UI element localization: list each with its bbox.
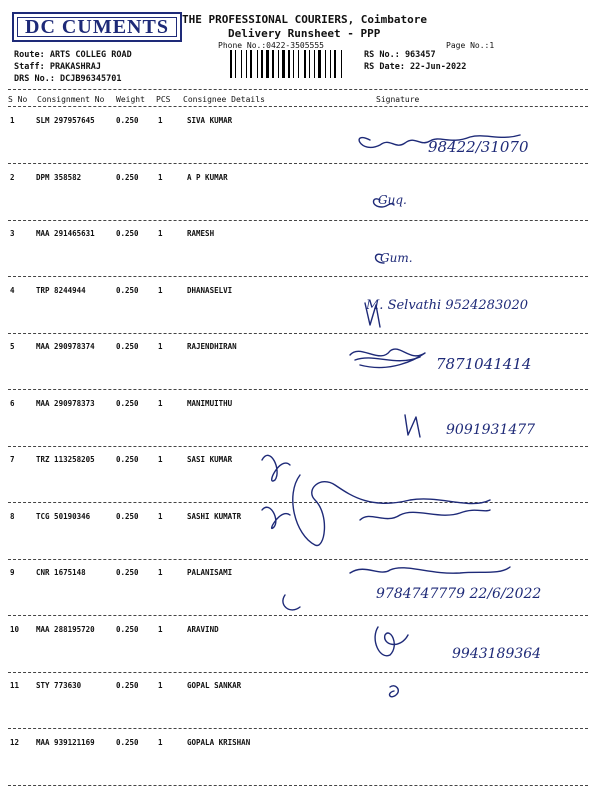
barcode-bar: [272, 50, 274, 78]
barcode-bar: [282, 50, 285, 78]
row-consignee: SASHI KUMATR: [187, 512, 242, 521]
barcode-bar: [343, 50, 344, 78]
row-sno: 9: [10, 568, 15, 577]
row-sno: 11: [10, 681, 20, 690]
row-consignment: TRZ 113258205: [36, 455, 95, 464]
barcode-bar: [295, 50, 297, 78]
row-consignee: RAMESH: [187, 229, 215, 238]
row-pcs: 1: [158, 399, 163, 408]
row-pcs: 1: [158, 681, 163, 690]
signature-text-row10: 9943189364: [452, 646, 542, 662]
barcode-bar: [241, 50, 242, 78]
row-consignee: GOPAL SANKAR: [187, 681, 242, 690]
row-consignee: A P KUMAR: [187, 173, 228, 182]
row-consignee: RAJENDHIRAN: [187, 342, 237, 351]
barcode-bar: [235, 50, 236, 78]
barcode-bar: [261, 50, 263, 78]
row-divider: [8, 728, 588, 729]
phone-number: Phone No.:0422-3505555: [218, 41, 324, 50]
row-sno: 10: [10, 625, 20, 634]
row-sno: 5: [10, 342, 15, 351]
col-weight: Weight: [116, 95, 145, 104]
row-weight: 0.250: [116, 681, 139, 690]
row-consignment: TRP 8244944: [36, 286, 86, 295]
barcode-bar: [253, 50, 256, 78]
row-pcs: 1: [158, 625, 163, 634]
row-weight: 0.250: [116, 116, 139, 125]
row-weight: 0.250: [116, 286, 139, 295]
divider: [8, 89, 588, 90]
row-consignment: STY 773630: [36, 681, 82, 690]
row-sno: 7: [10, 455, 15, 464]
runsheet-title: Delivery Runsheet - PPP: [228, 27, 381, 40]
signature-text-row2: Guq.: [378, 193, 407, 207]
col-sno: S No: [8, 95, 28, 104]
barcode: [230, 50, 356, 78]
barcode-bar: [286, 50, 287, 78]
signature-text-row3: Gum.: [380, 251, 413, 265]
row-pcs: 1: [158, 116, 163, 125]
row-weight: 0.250: [116, 173, 139, 182]
row-pcs: 1: [158, 173, 163, 182]
row-consignee: ARAVIND: [187, 625, 219, 634]
row-consignment: TCG 50190346: [36, 512, 91, 521]
row-weight: 0.250: [116, 568, 139, 577]
row-consignment: MAA 291465631: [36, 229, 95, 238]
barcode-bar: [233, 50, 234, 78]
row-pcs: 1: [158, 342, 163, 351]
row-weight: 0.250: [116, 455, 139, 464]
barcode-bar: [246, 50, 247, 78]
col-consignment: Consignment No: [37, 95, 105, 104]
rs-date: RS Date: 22-Jun-2022: [364, 62, 467, 72]
barcode-bar: [230, 50, 232, 78]
signature-text-row9: 9784747779 22/6/2022: [376, 586, 542, 602]
barcode-bar: [318, 50, 321, 78]
row-consignee: GOPALA KRISHAN: [187, 738, 251, 747]
barcode-bar: [259, 50, 260, 78]
barcode-bar: [237, 50, 240, 78]
barcode-bar: [316, 50, 317, 78]
barcode-bar: [322, 50, 324, 78]
drs-number: DRS No.: DCJB96345701: [14, 74, 122, 84]
barcode-bar: [264, 50, 265, 78]
barcode-bar: [307, 50, 308, 78]
row-pcs: 1: [158, 512, 163, 521]
barcode-bar: [327, 50, 329, 78]
barcode-bar: [266, 50, 269, 78]
row-consignment: DPM 358582: [36, 173, 82, 182]
barcode-bar: [250, 50, 252, 78]
barcode-bar: [275, 50, 277, 78]
barcode-bar: [341, 50, 342, 78]
row-consignee: PALANISAMI: [187, 568, 233, 577]
row-pcs: 1: [158, 286, 163, 295]
row-consignment: MAA 288195720: [36, 625, 95, 634]
barcode-bar: [300, 50, 303, 78]
row-pcs: 1: [158, 229, 163, 238]
row-weight: 0.250: [116, 229, 139, 238]
barcode-bar: [291, 50, 292, 78]
row-sno: 6: [10, 399, 15, 408]
row-sno: 1: [10, 116, 15, 125]
barcode-bar: [257, 50, 258, 78]
signature-text-row1: 98422/31070: [428, 138, 529, 156]
route-label: Route: ARTS COLLEG ROAD: [14, 50, 132, 60]
row-consignment: MAA 290978374: [36, 342, 95, 351]
row-consignment: SLM 297957645: [36, 116, 95, 125]
row-consignee: DHANASELVI: [187, 286, 233, 295]
row-weight: 0.250: [116, 512, 139, 521]
row-sno: 2: [10, 173, 15, 182]
staff-label: Staff: PRAKASHRAJ: [14, 62, 101, 72]
barcode-bar: [304, 50, 306, 78]
row-sno: 3: [10, 229, 15, 238]
barcode-bar: [334, 50, 336, 78]
row-weight: 0.250: [116, 342, 139, 351]
row-consignee: MANIMUITHU: [187, 399, 233, 408]
barcode-bar: [280, 50, 281, 78]
barcode-bar: [309, 50, 310, 78]
barcode-bar: [243, 50, 245, 78]
barcode-bar: [311, 50, 313, 78]
row-consignment: MAA 290978373: [36, 399, 95, 408]
signature-text-row5: 7871041414: [436, 355, 532, 373]
row-weight: 0.250: [116, 625, 139, 634]
row-weight: 0.250: [116, 399, 139, 408]
barcode-bar: [298, 50, 299, 78]
row-sno: 12: [10, 738, 20, 747]
row-consignee: SASI KUMAR: [187, 455, 233, 464]
col-consignee: Consignee Details: [183, 95, 265, 104]
barcode-bar: [270, 50, 271, 78]
row-sno: 4: [10, 286, 15, 295]
barcode-bar: [325, 50, 326, 78]
row-consignment: CNR 1675148: [36, 568, 86, 577]
col-signature: Signature: [376, 95, 420, 104]
rs-number: RS No.: 963457: [364, 50, 436, 60]
page-number: Page No.:1: [446, 41, 495, 50]
row-sno: 8: [10, 512, 15, 521]
barcode-bar: [248, 50, 249, 78]
barcode-bar: [288, 50, 290, 78]
handwritten-signatures: [290, 115, 590, 715]
barcode-bar: [337, 50, 340, 78]
barcode-bar: [293, 50, 294, 78]
row-pcs: 1: [158, 568, 163, 577]
col-pcs: PCS: [156, 95, 171, 104]
signature-text-row6: 9091931477: [446, 422, 536, 438]
barcode-bar: [332, 50, 333, 78]
barcode-bar: [314, 50, 315, 78]
barcode-bar: [278, 50, 279, 78]
row-pcs: 1: [158, 738, 163, 747]
row-consignee: SIVA KUMAR: [187, 116, 233, 125]
row-divider: [8, 785, 588, 786]
documents-stamp: DC CUMENTS: [12, 12, 182, 42]
row-weight: 0.250: [116, 738, 139, 747]
row-consignment: MAA 939121169: [36, 738, 95, 747]
company-name: THE PROFESSIONAL COURIERS, Coimbatore: [182, 13, 428, 26]
barcode-bar: [330, 50, 331, 78]
divider: [8, 106, 588, 107]
signature-text-row4: M. Selvathi 9524283020: [366, 298, 529, 313]
row-pcs: 1: [158, 455, 163, 464]
